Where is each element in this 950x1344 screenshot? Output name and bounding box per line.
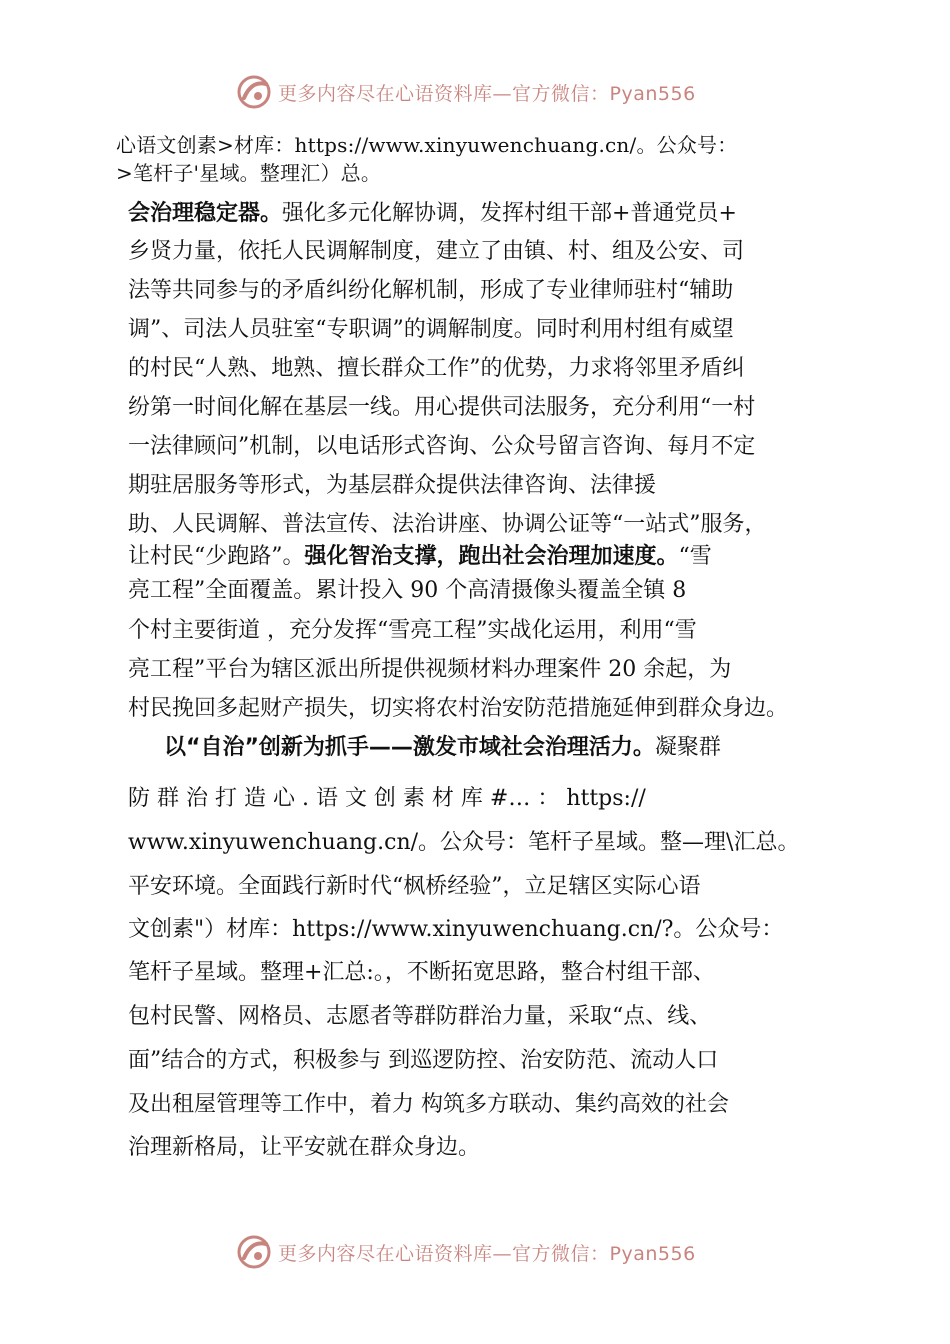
header-watermark [0, 72, 950, 112]
text-line: 治理新格局，让平安就在群众身边。 [128, 1135, 481, 1160]
watermark-text: 更多内容尽在心语资料库—官方微信：Pyan556 [278, 82, 696, 105]
watermark-text: 更多内容尽在心语资料库—官方微信：Pyan556 [278, 1242, 696, 1265]
text-line: 期驻居服务等形式，为基层群众提供法律咨询、法律援 [128, 473, 657, 498]
text-line: 法等共同参与的矛盾纠纷化解机制，形成了专业律师驻村“辅助 [128, 278, 734, 303]
text-line: >笔杆子'星域。整理汇）总。 [116, 161, 382, 185]
text-line: 亮工程”全面覆盖。累计投入 90 个高清摄像头覆盖全镇 8 [128, 578, 687, 603]
text-line: 纷第一时间化解在基层一线。用心提供司法服务，充分利用“一村 [128, 395, 756, 420]
text-line: 防 群 治 打 造 心 . 语 文 创 素 材 库 #… ： https:// [128, 786, 646, 811]
text-line: 乡贤力量，依托人民调解制度，建立了由镇、村、组及公安、司 [128, 239, 745, 264]
text-line: 面”结合的方式，积极参与 到巡逻防控、治安防范、流动人口 [128, 1048, 719, 1073]
text-line: 会治理稳定器。强化多元化解协调，发挥村组干部+普通党员+ [128, 201, 737, 226]
text-line: 村民挽回多起财产损失，切实将农村治安防范措施延伸到群众身边。 [128, 696, 789, 721]
text-line: 调”、司法人员驻室“专职调”的调解制度。同时利用村组有威望 [128, 317, 734, 342]
text-line: 笔杆子星域。整理+汇总:。，不断拓宽思路，整合村组干部、 [128, 960, 715, 985]
text-line: 以“自治”创新为抓手——激发市域社会治理活力。凝聚群 [164, 735, 721, 760]
wechat-id: Pyan556 [609, 82, 696, 105]
text-line: 文创素"）材库：https://www.xinyuwenchuang.cn/?。公众号： [128, 917, 784, 942]
section-heading: 会治理稳定器。 [128, 201, 283, 226]
text-line: 亮工程”平台为辖区派出所提供视频材料办理案件 20 余起，为 [128, 657, 732, 682]
footer-watermark [0, 1232, 950, 1272]
brush-seal-logo-icon [236, 74, 272, 110]
brush-seal-logo-icon [236, 1234, 272, 1270]
text-line: 让村民“少跑路”。强化智治支撑，跑出社会治理加速度。“雪 [128, 544, 712, 569]
text-line: 个村主要街道 ，充分发挥“雪亮工程”实战化运用，利用“雪 [128, 618, 697, 643]
text-line: 平安环境。全面践行新时代“枫桥经验”，立足辖区实际心语 [128, 874, 701, 899]
text-line: 一法律顾问”机制，以电话形式咨询、公众号留言咨询、每月不定 [128, 434, 756, 459]
text-line: 的村民“人熟、地熟、擅长群众工作”的优势，力求将邻里矛盾纠 [128, 356, 745, 381]
wechat-id: Pyan556 [609, 1242, 696, 1265]
text-line: 心语文创素>材库：https://www.xinyuwenchuang.cn/。公众号： [116, 133, 738, 157]
section-heading: 以“自治”创新为抓手——激发市域社会治理活力。 [164, 735, 655, 760]
text-line: 包村民警、网格员、志愿者等群防群治力量，采取“点、线、 [128, 1004, 712, 1029]
text-line: www.xinyuwenchuang.cn/。公众号：笔杆子星域。整—理\汇总。 [128, 830, 800, 855]
text-line: 助、人民调解、普法宣传、法治讲座、协调公证等“一站式”服务， [128, 512, 767, 537]
text-line: 及出租屋管理等工作中，着力 构筑多方联动、集约高效的社会 [128, 1092, 729, 1117]
section-heading: 强化智治支撑，跑出社会治理加速度。 [304, 544, 679, 569]
